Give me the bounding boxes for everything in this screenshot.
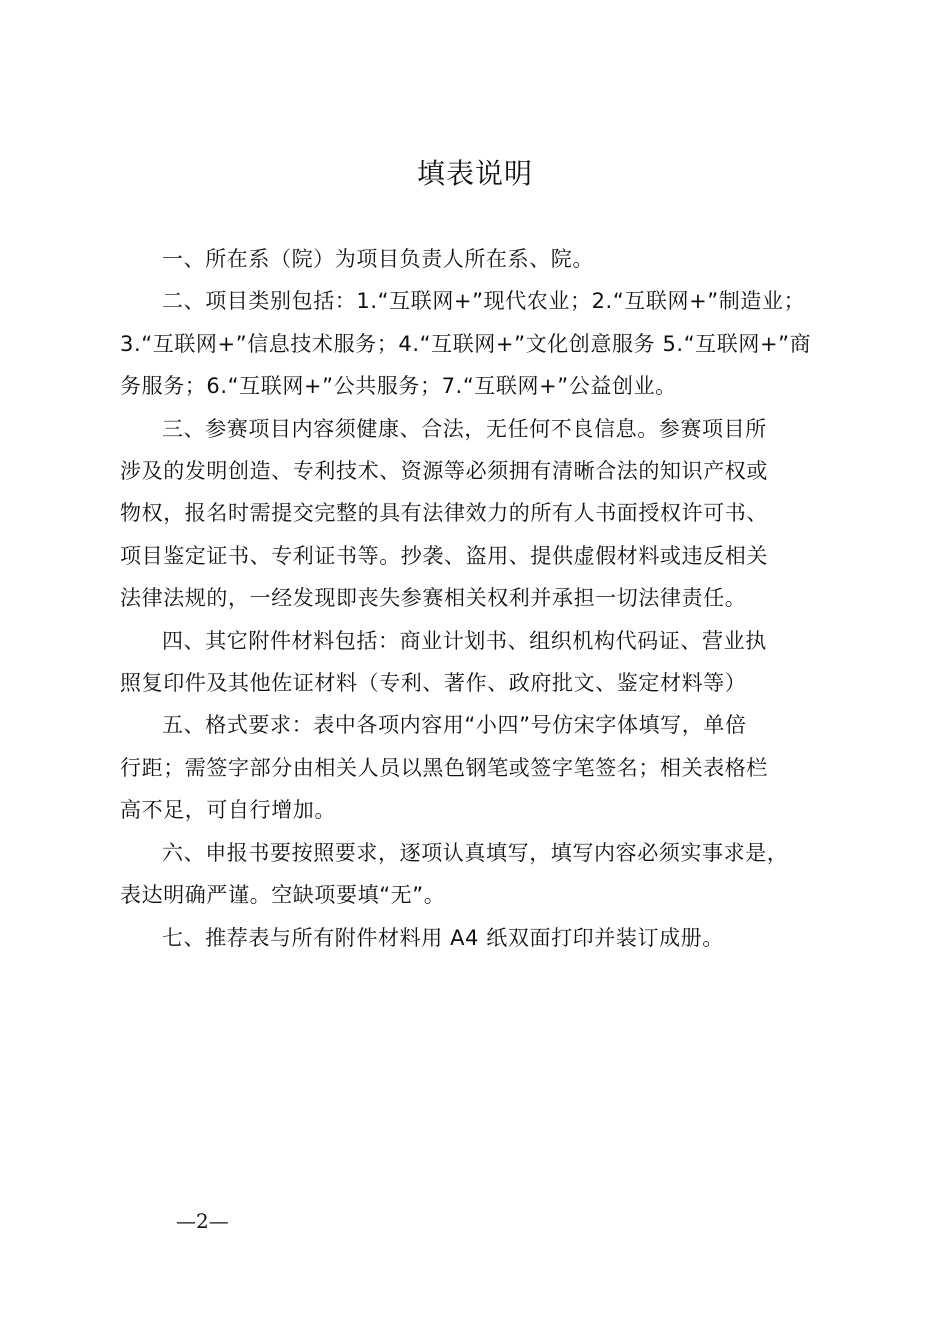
instruction-line: 三、参赛项目内容须健康、合法，无任何不良信息。参赛项目所 (162, 416, 767, 441)
instruction-line: 表达明确严谨。空缺项要填“无”。 (120, 883, 446, 908)
instruction-line: 物权，报名时需提交完整的具有法律效力的所有人书面授权许可书、 (120, 501, 768, 526)
page-number: —2— (176, 1209, 229, 1233)
instruction-paragraph-7 (120, 917, 832, 959)
instruction-line: 四、其它附件材料包括：商业计划书、组织机构代码证、营业执 (162, 628, 767, 653)
instruction-line: 务服务；6.“互联网+”公共服务；7.“互联网+”公益创业。 (120, 374, 677, 399)
instruction-line: 照复印件及其他佐证材料（专利、著作、政府批文、鉴定材料等） (120, 671, 747, 696)
instruction-paragraph-5 (120, 704, 832, 831)
instruction-line: 行距；需签字部分由相关人员以黑色钢笔或签字笔签名；相关表格栏 (120, 755, 768, 780)
instruction-line: 3.“互联网+”信息技术服务；4.“互联网+”文化创意服务 5.“互联网+”商 (120, 331, 812, 356)
instruction-paragraph-3 (120, 408, 832, 620)
instruction-paragraph-4 (120, 620, 832, 705)
instruction-line: 项目鉴定证书、专利证书等。抄袭、盗用、提供虚假材料或违反相关 (120, 543, 768, 568)
instruction-line: 法律法规的，一经发现即丧失参赛相关权利并承担一切法律责任。 (120, 586, 747, 611)
instruction-line: 五、格式要求：表中各项内容用“小四”号仿宋字体填写，单倍 (162, 713, 747, 738)
instruction-paragraph-6 (120, 832, 832, 917)
instruction-paragraph-2 (120, 280, 832, 407)
instruction-line: 六、申报书要按照要求，逐项认真填写，填写内容必须实事求是， (162, 840, 789, 865)
instruction-paragraph-1 (120, 238, 832, 280)
instructions-body (120, 238, 832, 959)
instruction-line: 高不足，可自行增加。 (120, 798, 336, 823)
instruction-line: 涉及的发明创造、专利技术、资源等必须拥有清晰合法的知识产权或 (120, 459, 768, 484)
instruction-line: 二、项目类别包括：1.“互联网+”现代农业；2.“互联网+”制造业； (162, 289, 806, 314)
instruction-line: 七、推荐表与所有附件材料用 A4 纸双面打印并装订成册。 (162, 925, 724, 950)
document-title: 填表说明 (416, 157, 533, 190)
instruction-line: 一、所在系（院）为项目负责人所在系、院。 (162, 247, 594, 271)
